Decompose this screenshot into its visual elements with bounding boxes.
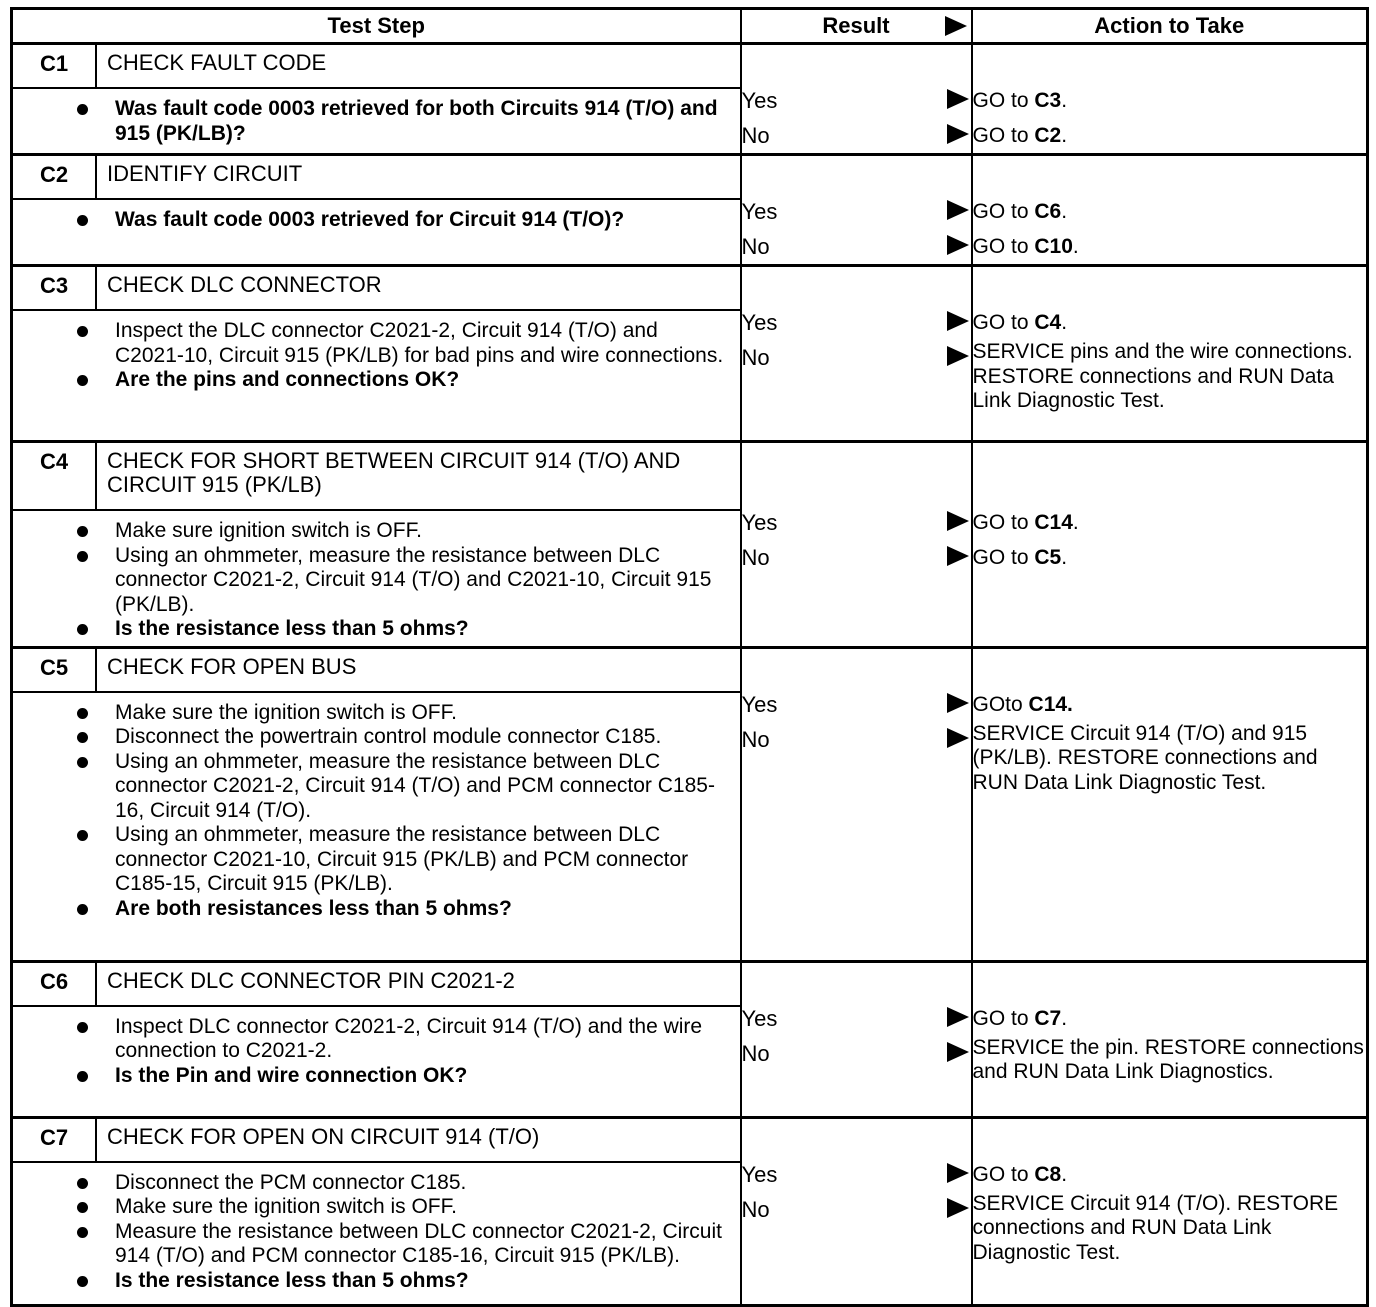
result-cell [741, 1117, 972, 1305]
result-cell [741, 266, 972, 442]
step-row-c7 [12, 1117, 1368, 1305]
question-item [115, 1269, 730, 1294]
step-row-c1 [12, 44, 1368, 155]
bullet-icon [77, 830, 88, 841]
result-yes [742, 305, 971, 340]
step-body [13, 510, 740, 646]
step-inner [13, 156, 740, 264]
arrow-right-icon [947, 693, 969, 713]
result-no [742, 540, 971, 575]
result-no-label: No [741, 726, 770, 752]
step-title: IDENTIFY CIRCUIT [96, 156, 740, 199]
action-yes-prefix: GO to [972, 1162, 1035, 1186]
result-no-label: No [741, 1040, 770, 1066]
action-yes-target: C8 [1034, 1162, 1062, 1186]
step-row-c3 [12, 266, 1368, 442]
bullet-text: Using an ohmmeter, measure the resistance between DLC connector C2021-2, Circuit 914 (T/O) and C2021-10, Circuit 915 (PK/LB). [115, 543, 712, 616]
bullet-text: Make sure ignition switch is OFF. [115, 519, 422, 542]
arrow-right-icon [947, 346, 969, 366]
arrow-right-icon [947, 1042, 969, 1062]
header-result-label: Result [822, 13, 890, 38]
bullet-text: Measure the resistance between DLC connector C2021-2, Circuit 914 (T/O) and PCM connector C185-16, Circuit 915 (PK/LB). [115, 1219, 722, 1267]
action-yes [973, 305, 1367, 340]
arrow-right-icon [947, 200, 969, 220]
action-yes-prefix: GOto [972, 692, 1029, 716]
action-yes-prefix: GO to [972, 200, 1035, 223]
bullet-text: Is the Pin and wire connection OK? [115, 1063, 468, 1087]
action-cell [972, 442, 1368, 648]
arrow-right-icon [947, 511, 969, 531]
action-no-target: C5 [1034, 546, 1062, 569]
test-step-cell [12, 961, 741, 1117]
step-inner [13, 963, 740, 1116]
bullet-icon [77, 375, 88, 386]
arrow-right-icon [947, 124, 969, 144]
result-yes-label: Yes [741, 199, 778, 224]
bullet-text: Disconnect the powertrain control module connector C185. [115, 725, 662, 748]
action-cell [972, 44, 1368, 155]
instruction-item [115, 519, 730, 544]
header-row [12, 9, 1368, 44]
action-no-text: SERVICE Circuit 914 (T/O) and 915 (PK/LB). RESTORE connections and RUN Data Link Diagnostic Test. [972, 721, 1318, 794]
action-yes [973, 83, 1367, 118]
bullet-icon [77, 104, 88, 115]
result-no [742, 229, 971, 264]
instruction-item [115, 1015, 730, 1064]
bullet-icon [77, 1227, 88, 1238]
step-bullets [23, 97, 730, 146]
arrow-right-icon [947, 1198, 969, 1218]
step-body [13, 1006, 740, 1116]
bullet-text: Is the resistance less than 5 ohms? [115, 1268, 469, 1292]
test-step-cell [12, 155, 741, 266]
action-no-prefix: GO to [972, 124, 1035, 147]
result-yes [742, 687, 971, 722]
bullet-text: Disconnect the PCM connector C185. [115, 1170, 467, 1194]
step-id: C4 [13, 443, 96, 510]
action-yes-suffix: . [1061, 89, 1068, 112]
step-row-c6 [12, 961, 1368, 1117]
action-yes-prefix: GO to [972, 311, 1035, 334]
step-bullets [23, 208, 730, 233]
action-no-target: C2 [1034, 124, 1062, 147]
action-no-text: SERVICE the pin. RESTORE connections and RUN Data Link Diagnostics. [972, 1035, 1364, 1083]
step-body [13, 88, 740, 153]
result-cell [741, 647, 972, 961]
action-yes [973, 194, 1367, 229]
arrow-right-icon [947, 235, 969, 255]
bullet-icon [77, 1276, 88, 1287]
instruction-item [115, 1171, 730, 1196]
step-id: C1 [13, 45, 96, 88]
result-no [742, 722, 971, 757]
step-body [13, 692, 740, 960]
action-yes [973, 1001, 1367, 1036]
step-bullets [23, 319, 730, 393]
step-body [13, 199, 740, 264]
action-yes [973, 1157, 1367, 1192]
bullet-text: Inspect DLC connector C2021-2, Circuit 914 (T/O) and the wire connection to C2021-2. [115, 1014, 703, 1062]
action-yes-prefix: GO to [972, 1006, 1035, 1030]
result-yes [742, 83, 971, 118]
step-inner [13, 443, 740, 646]
action-yes [973, 687, 1367, 722]
action-yes-suffix: . [1061, 1162, 1068, 1186]
step-inner [13, 267, 740, 440]
step-row-c4 [12, 442, 1368, 648]
instruction-item [115, 750, 730, 824]
step-inner [13, 45, 740, 153]
result-no [742, 1036, 971, 1071]
action-no-text: SERVICE Circuit 914 (T/O). RESTORE connections and RUN Data Link Diagnostic Test. [972, 1191, 1339, 1264]
step-bullets [23, 1171, 730, 1294]
step-id: C2 [13, 156, 96, 199]
test-step-cell [12, 1117, 741, 1305]
action-yes-target: C6 [1034, 200, 1062, 223]
bullet-text: Is the resistance less than 5 ohms? [115, 617, 469, 640]
bullet-icon [77, 215, 88, 226]
result-cell [741, 442, 972, 648]
step-id: C7 [13, 1119, 96, 1162]
step-bullets [23, 519, 730, 642]
action-yes-target: C14. [1028, 692, 1073, 716]
result-yes-label: Yes [741, 310, 778, 335]
step-title: CHECK FOR OPEN BUS [96, 649, 740, 692]
step-title: CHECK FAULT CODE [96, 45, 740, 88]
action-no-suffix: . [1061, 124, 1068, 147]
result-yes-label: Yes [741, 88, 778, 113]
result-yes-label: Yes [741, 691, 778, 717]
action-no-prefix: GO to [972, 546, 1035, 569]
instruction-item [115, 1195, 730, 1220]
result-no-label: No [741, 1196, 770, 1222]
action-yes-prefix: GO to [972, 89, 1035, 112]
header-result [741, 9, 972, 44]
header-action: Action to Take [972, 9, 1368, 44]
result-yes [742, 505, 971, 540]
bullet-text: Make sure the ignition switch is OFF. [115, 1195, 457, 1218]
step-id: C3 [13, 267, 96, 310]
result-yes [742, 1157, 971, 1192]
result-no-label: No [741, 234, 770, 259]
bullet-icon [77, 526, 88, 537]
step-title: CHECK FOR OPEN ON CIRCUIT 914 (T/O) [96, 1119, 740, 1162]
result-no-label: No [741, 123, 770, 148]
action-no [973, 722, 1367, 796]
result-no [742, 1192, 971, 1227]
bullet-icon [77, 624, 88, 635]
result-cell [741, 44, 972, 155]
result-yes [742, 194, 971, 229]
action-yes [973, 505, 1367, 540]
action-no-target: C10 [1034, 235, 1073, 258]
action-cell [972, 961, 1368, 1117]
action-no [973, 540, 1367, 575]
arrow-right-icon [947, 1163, 969, 1183]
result-yes [742, 1001, 971, 1036]
action-no-text: SERVICE pins and the wire connections. RESTORE connections and RUN Data Link Diagnostic Test. [972, 340, 1353, 412]
diagnostic-table [10, 7, 1369, 1307]
arrow-right-icon [947, 546, 969, 566]
arrow-right-icon [945, 16, 967, 36]
test-step-cell [12, 266, 741, 442]
arrow-right-icon [947, 89, 969, 109]
question-item [115, 208, 730, 233]
instruction-item [115, 1220, 730, 1269]
result-no [742, 340, 971, 375]
result-no-label: No [741, 345, 770, 370]
arrow-right-icon [947, 311, 969, 331]
step-body [13, 1162, 740, 1304]
result-no [742, 118, 971, 153]
action-yes-target: C14 [1034, 511, 1073, 534]
bullet-icon [77, 1202, 88, 1213]
bullet-text: Was fault code 0003 retrieved for Circuit 914 (T/O)? [115, 208, 625, 231]
result-yes-label: Yes [741, 1161, 778, 1187]
action-cell [972, 647, 1368, 961]
action-yes-suffix: . [1072, 511, 1079, 534]
action-cell [972, 1117, 1368, 1305]
bullet-icon [77, 732, 88, 743]
bullet-text: Make sure the ignition switch is OFF. [115, 700, 457, 724]
result-yes-label: Yes [741, 510, 778, 535]
step-id: C6 [13, 963, 96, 1006]
question-item [115, 368, 730, 393]
test-step-cell [12, 647, 741, 961]
bullet-icon [77, 708, 88, 719]
action-yes-target: C7 [1034, 1006, 1062, 1030]
action-no-suffix: . [1072, 235, 1079, 258]
action-yes-suffix: . [1061, 200, 1068, 223]
arrow-right-icon [947, 1007, 969, 1027]
step-bullets [23, 1015, 730, 1089]
step-id: C5 [13, 649, 96, 692]
step-inner [13, 649, 740, 960]
bullet-text: Using an ohmmeter, measure the resistance between DLC connector C2021-2, Circuit 914 (T/O) and PCM connector C185-16, Circuit 914 (T/O). [115, 749, 715, 822]
question-item [115, 897, 730, 922]
bullet-text: Using an ohmmeter, measure the resistance between DLC connector C2021-10, Circuit 915 (PK/LB) and PCM connector C185-15, Circuit 915 (PK/LB). [115, 823, 689, 895]
step-inner [13, 1119, 740, 1304]
action-cell [972, 155, 1368, 266]
instruction-item [115, 319, 730, 368]
bullet-icon [77, 1071, 88, 1082]
action-no [973, 340, 1367, 414]
question-item [115, 97, 730, 146]
bullet-icon [77, 1178, 88, 1189]
result-cell [741, 961, 972, 1117]
action-no-suffix: . [1061, 546, 1068, 569]
bullet-text: Inspect the DLC connector C2021-2, Circuit 914 (T/O) and C2021-10, Circuit 915 (PK/LB) for bad pins and wire connections. [115, 319, 724, 367]
action-yes-target: C3 [1034, 89, 1062, 112]
bullet-icon [77, 1022, 88, 1033]
step-row-c5 [12, 647, 1368, 961]
bullet-text: Was fault code 0003 retrieved for both Circuits 914 (T/O) and 915 (PK/LB)? [115, 97, 718, 145]
step-body [13, 310, 740, 440]
instruction-item [115, 725, 730, 750]
instruction-item [115, 701, 730, 726]
bullet-icon [77, 757, 88, 768]
bullet-icon [77, 551, 88, 562]
step-bullets [23, 701, 730, 922]
instruction-item [115, 544, 730, 618]
action-no [973, 1036, 1367, 1085]
action-cell [972, 266, 1368, 442]
test-step-cell [12, 442, 741, 648]
arrow-right-icon [947, 728, 969, 748]
result-no-label: No [741, 545, 770, 570]
question-item [115, 617, 730, 642]
step-title: CHECK DLC CONNECTOR [96, 267, 740, 310]
action-yes-target: C4 [1034, 311, 1062, 334]
action-no-prefix: GO to [972, 235, 1035, 258]
action-yes-prefix: GO to [972, 511, 1035, 534]
action-no [973, 229, 1367, 264]
step-title: CHECK FOR SHORT BETWEEN CIRCUIT 914 (T/O) AND CIRCUIT 915 (PK/LB) [96, 443, 740, 510]
instruction-item [115, 823, 730, 897]
test-step-cell [12, 44, 741, 155]
bullet-icon [77, 904, 88, 915]
bullet-text: Are both resistances less than 5 ohms? [115, 896, 512, 920]
bullet-text: Are the pins and connections OK? [115, 368, 460, 391]
bullet-icon [77, 326, 88, 337]
header-test-step: Test Step [12, 9, 741, 44]
result-yes-label: Yes [741, 1005, 778, 1031]
action-no [973, 1192, 1367, 1266]
question-item [115, 1064, 730, 1089]
result-cell [741, 155, 972, 266]
step-title: CHECK DLC CONNECTOR PIN C2021-2 [96, 963, 740, 1006]
action-yes-suffix: . [1061, 311, 1068, 334]
action-yes-suffix: . [1061, 1006, 1068, 1030]
action-no [973, 118, 1367, 153]
step-row-c2 [12, 155, 1368, 266]
